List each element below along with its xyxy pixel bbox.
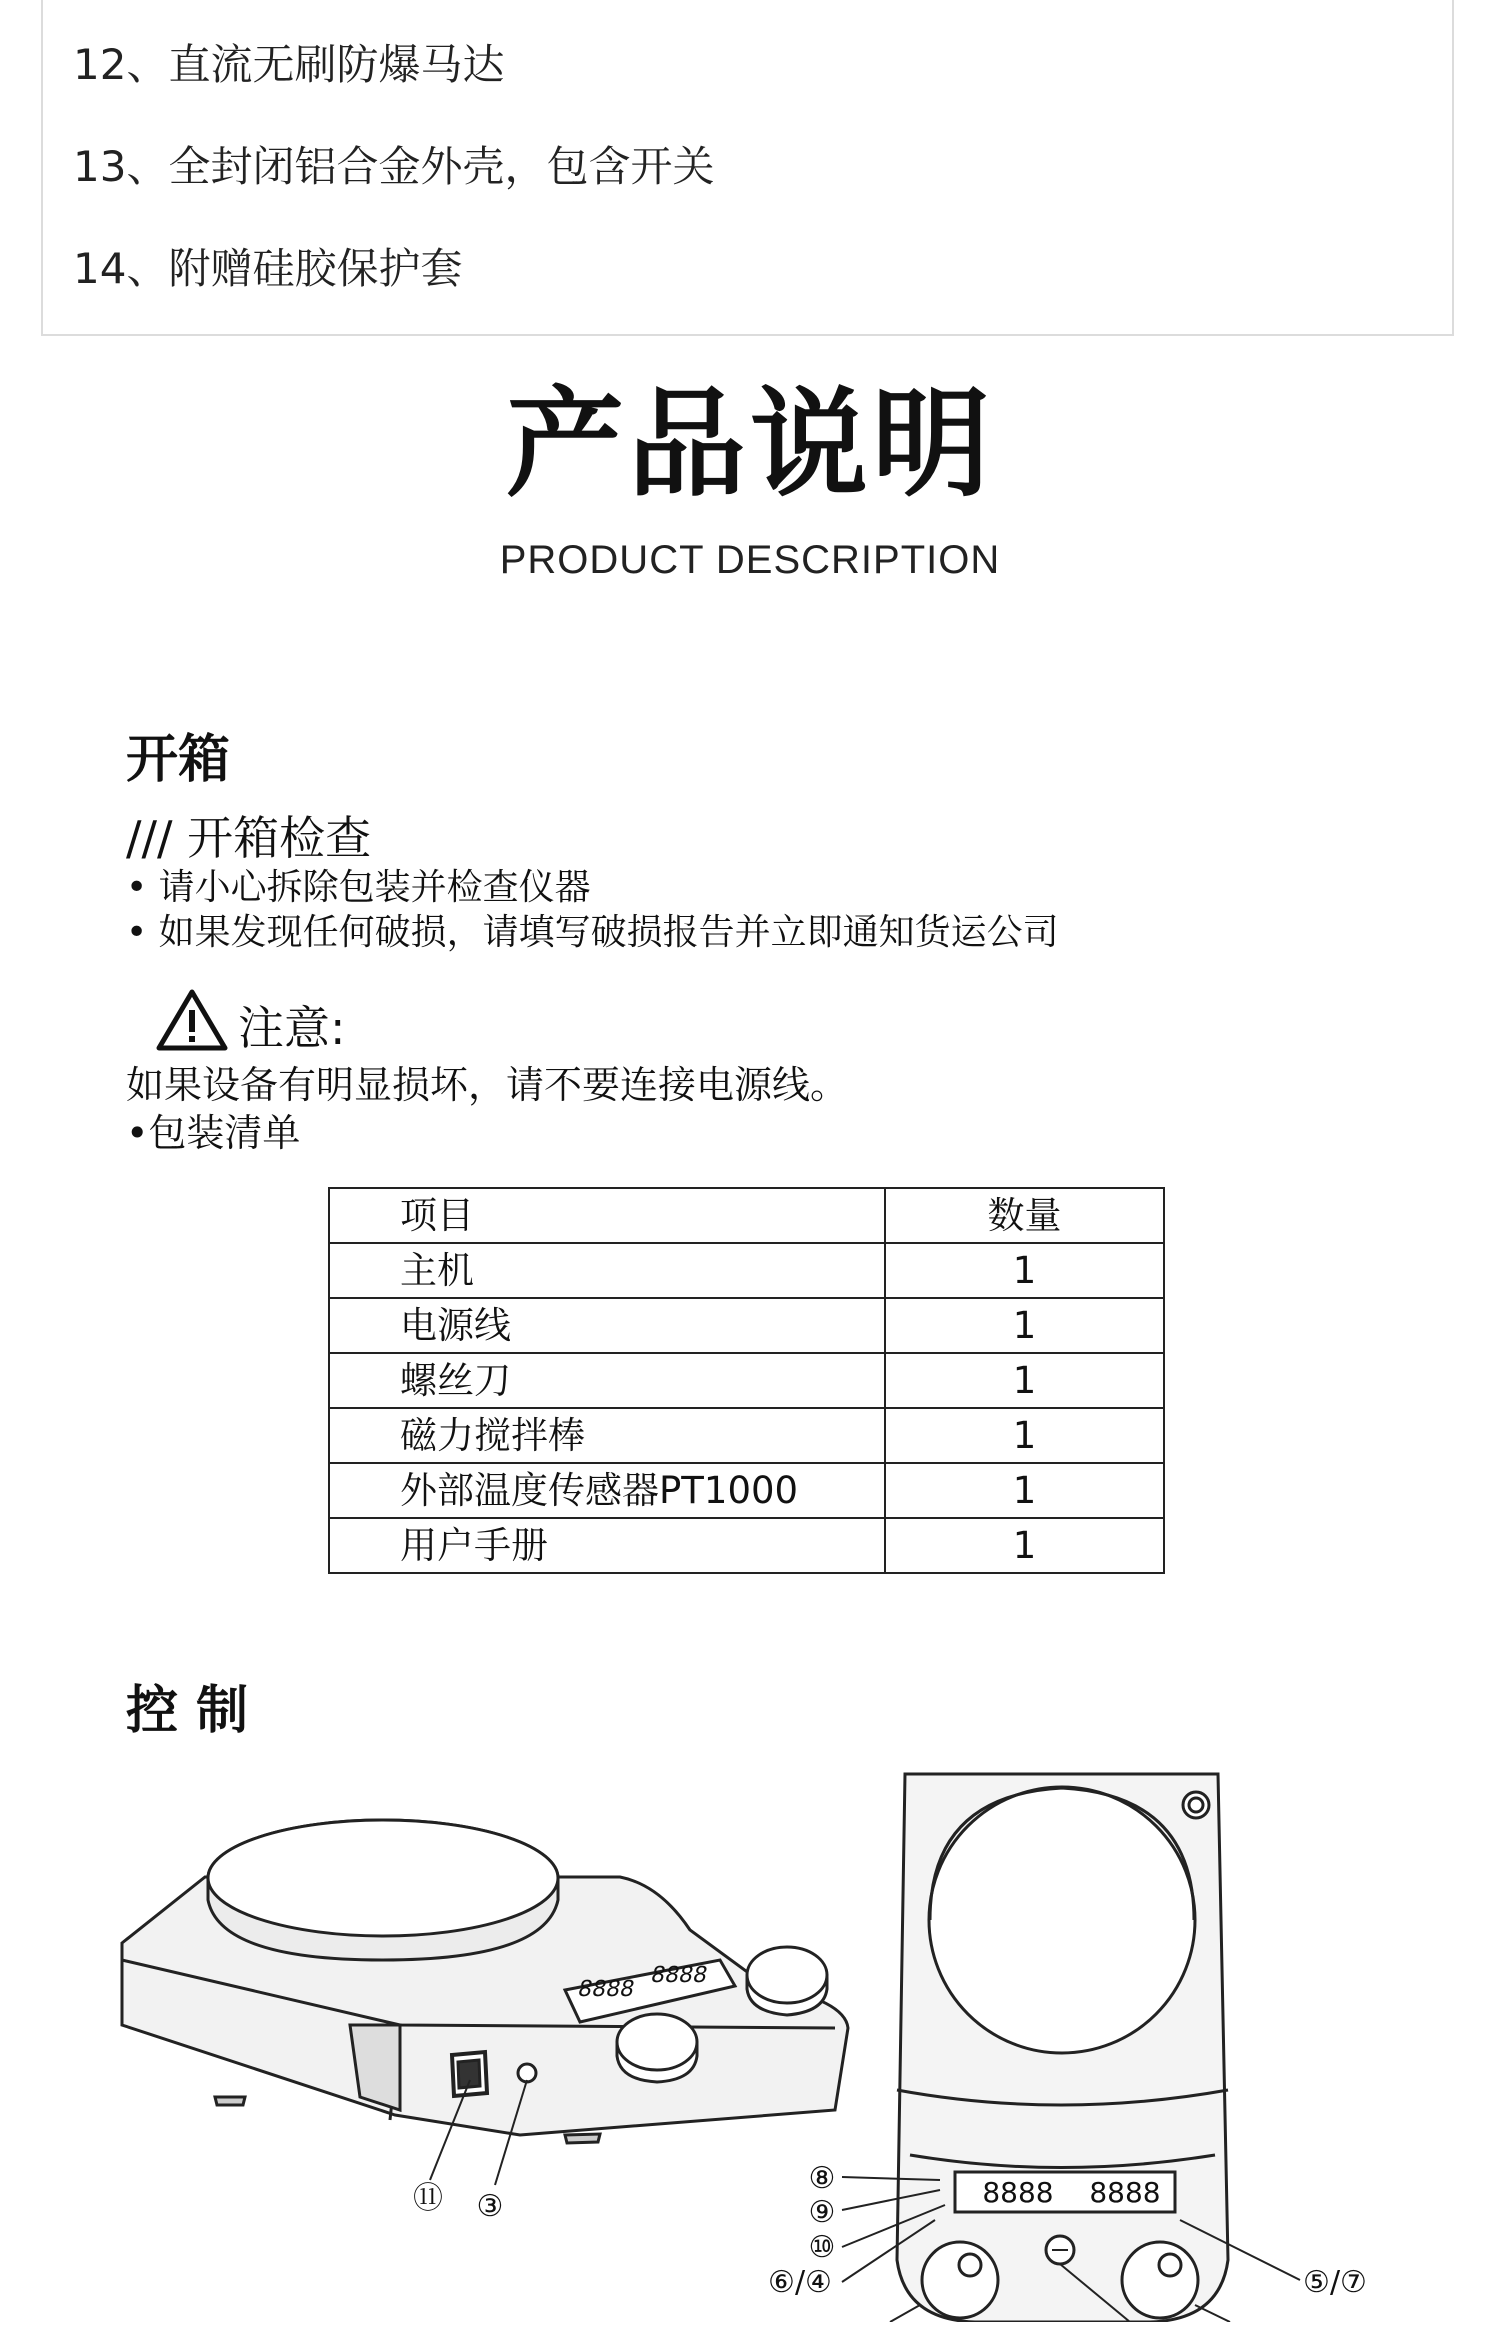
table-cell-item: 电源线: [329, 1298, 885, 1353]
device-illustration: [0, 1760, 1500, 2322]
warning-icon: [156, 988, 228, 1063]
table-cell-qty: 1: [885, 1518, 1164, 1573]
table-header-row: [329, 1188, 1164, 1243]
callout-3: ③: [476, 2189, 504, 2224]
table-cell-item: 用户手册: [329, 1518, 885, 1573]
table-cell-qty: 1: [885, 1243, 1164, 1298]
front-display-right: 8888: [1089, 2176, 1161, 2209]
table-row: [329, 1463, 1164, 1518]
callout-11: ⑪: [413, 2181, 443, 2216]
caution-row: [156, 990, 346, 1060]
table-header-qty: 数量: [885, 1188, 1164, 1243]
caution-text: 如果设备有明显损坏，请不要连接电源线。: [126, 1063, 849, 1107]
table-header-item: 项目: [329, 1188, 885, 1243]
feature-list-box: [41, 0, 1454, 336]
device-front-view: [842, 1774, 1300, 2322]
unboxing-bullet-2: • 如果发现任何破损，请填写破损报告并立即通知货运公司: [126, 912, 1059, 953]
side-display-left: 8888: [575, 1976, 638, 2002]
feature-item-12: 12、直流无刷防爆马达: [73, 40, 505, 89]
controls-heading: 控 制: [126, 1681, 249, 1741]
table-cell-item: 外部温度传感器PT1000: [329, 1463, 885, 1518]
table-row: [329, 1353, 1164, 1408]
table-cell-qty: 1: [885, 1353, 1164, 1408]
front-display-left: 8888: [982, 2176, 1054, 2209]
packing-list-label: •包装清单: [126, 1111, 301, 1155]
callout-9: ⑨: [808, 2195, 836, 2230]
callout-10: ⑩: [808, 2230, 836, 2265]
unboxing-bullet-1: • 请小心拆除包装并检查仪器: [126, 867, 591, 908]
feature-item-13: 13、全封闭铝合金外壳，包含开关: [73, 142, 715, 191]
table-cell-item: 螺丝刀: [329, 1353, 885, 1408]
table-row: [329, 1243, 1164, 1298]
controls-diagram: [0, 1760, 1500, 2322]
side-display-right: 8888: [648, 1962, 710, 1988]
table-cell-qty: 1: [885, 1463, 1164, 1518]
page-subtitle: PRODUCT DESCRIPTION: [499, 538, 1001, 582]
device-side-view: [122, 1820, 848, 2143]
packing-table: [328, 1187, 1165, 1574]
caution-label: 注意:: [238, 1001, 346, 1055]
table-cell-item: 主机: [329, 1243, 885, 1298]
unboxing-check-heading: /// 开箱检查: [126, 811, 372, 865]
table-row: [329, 1298, 1164, 1353]
unboxing-heading: 开箱: [126, 730, 231, 790]
page-title: 产品说明: [505, 375, 994, 513]
table-cell-qty: 1: [885, 1408, 1164, 1463]
table-cell-qty: 1: [885, 1298, 1164, 1353]
feature-item-14: 14、附赠硅胶保护套: [73, 244, 463, 293]
table-row: [329, 1408, 1164, 1463]
callout-5-7: ⑤/⑦: [1303, 2265, 1367, 2300]
table-row: [329, 1518, 1164, 1573]
callout-6-4: ⑥/④: [768, 2265, 832, 2300]
callout-8: ⑧: [808, 2161, 836, 2196]
table-cell-item: 磁力搅拌棒: [329, 1408, 885, 1463]
